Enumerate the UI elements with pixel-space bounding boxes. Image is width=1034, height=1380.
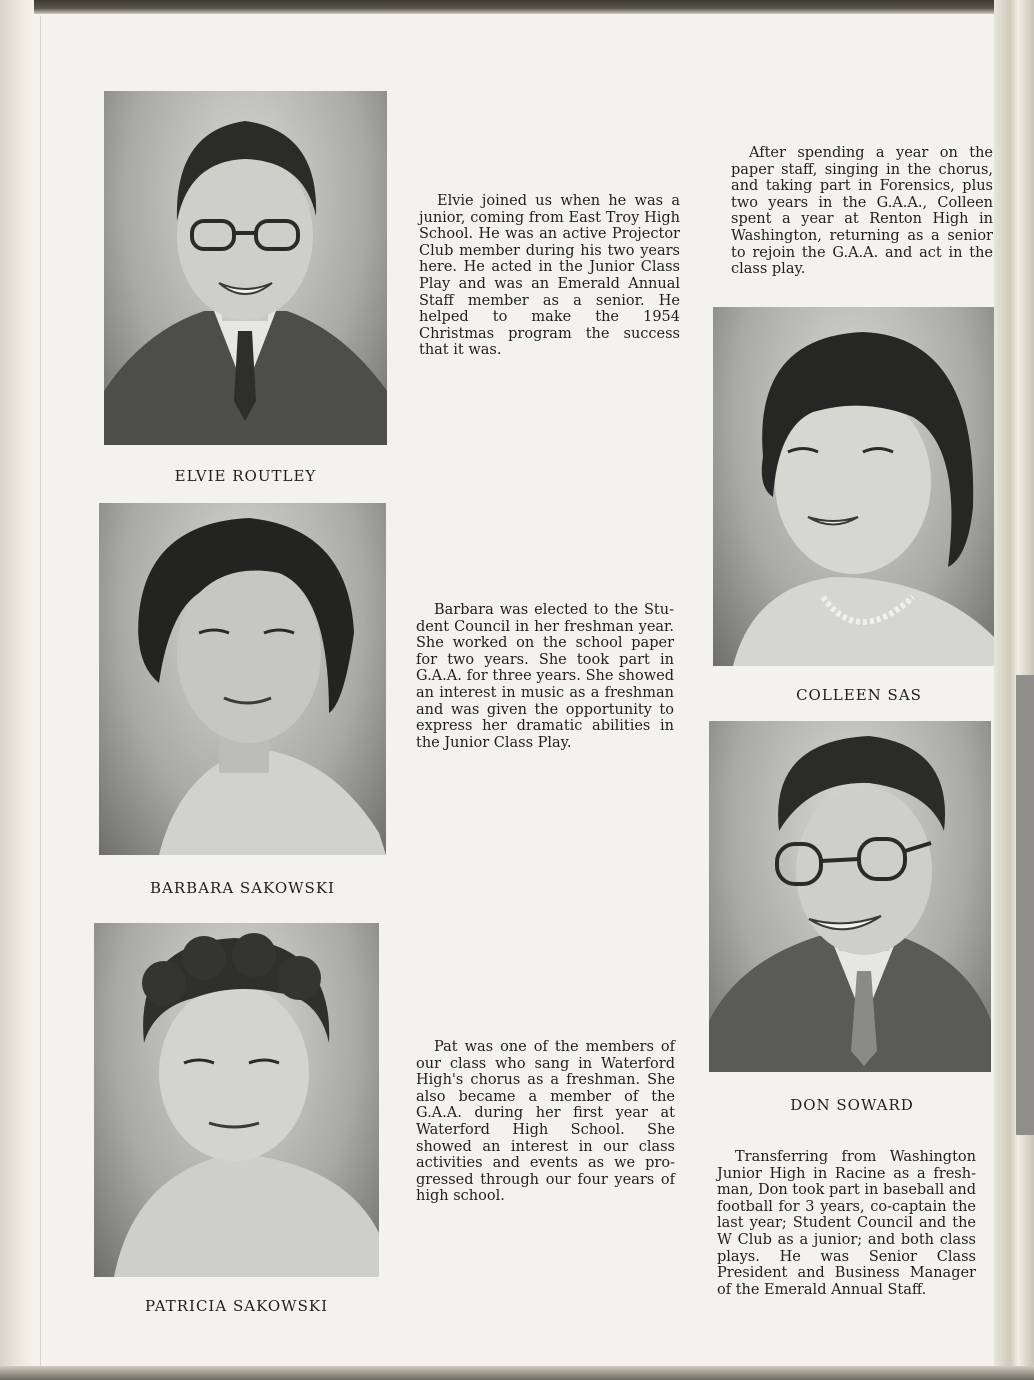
student-bio-patricia-sakowski: Pat was one of the members of our class who sang in Waterford High's chorus as a freshman. She also became a member of the G.A.A. during her first year at Waterford High School. She showed an interest in our class activities and events as we progressed through our four years of high school. [416, 1039, 675, 1205]
student-bio-colleen-sas: After spending a year on the paper staff, singing in the chorus, and taking part in Forensics, plus two years in the G.A.A., Colleen spent a year at Renton High in Washington, returning as a senior to rejoin the G.A.A. and act in the class play. [731, 145, 993, 278]
student-bio-elvie-routley: Elvie joined us when he was a junior, coming from East Troy High School. He was an active Projector Club member during his two years here. He acted in the Junior Class Play and was an Emerald Annual Staff member as a senior. He helped to make the 1954 Christmas program the success that it was. [419, 193, 680, 359]
student-name-elvie-routley: ELVIE ROUTLEY [174, 467, 317, 485]
student-name-barbara-sakowski: BARBARA SAKOWSKI [150, 879, 335, 897]
portrait-photo-elvie-routley [104, 91, 387, 445]
student-bio-barbara-sakowski: Barbara was elected to the Student Council in her freshman year. She worked on the school paper for two years. She took part in G.A.A. for three years. She showed an interest in music as a freshman and was given the opportunity to express her dramatic abilities in the Junior Class Play. [416, 602, 674, 751]
student-name-don-soward: DON SOWARD [790, 1096, 914, 1114]
student-name-patricia-sakowski: PATRICIA SAKOWSKI [145, 1297, 328, 1315]
page-tab-marker [1016, 675, 1034, 1135]
student-bio-don-soward: Transferring from Washington Junior High in Racine as a freshman, Don took part in baseball and football for 3 years, co-captain the last year; Student Council and the W Club as a junior; and both class plays. He was Senior Class President and Business Manager of the Emerald Annual Staff. [717, 1149, 976, 1298]
book-top-edge [0, 0, 1034, 14]
portrait-photo-barbara-sakowski [99, 503, 386, 855]
page-fold-line [40, 16, 41, 1366]
portrait-photo-don-soward [709, 721, 991, 1072]
book-bottom-edge [0, 1366, 1034, 1380]
portrait-photo-colleen-sas [713, 307, 994, 666]
portrait-photo-patricia-sakowski [94, 923, 379, 1277]
student-name-colleen-sas: COLLEEN SAS [796, 686, 922, 704]
book-binding [0, 0, 34, 1380]
